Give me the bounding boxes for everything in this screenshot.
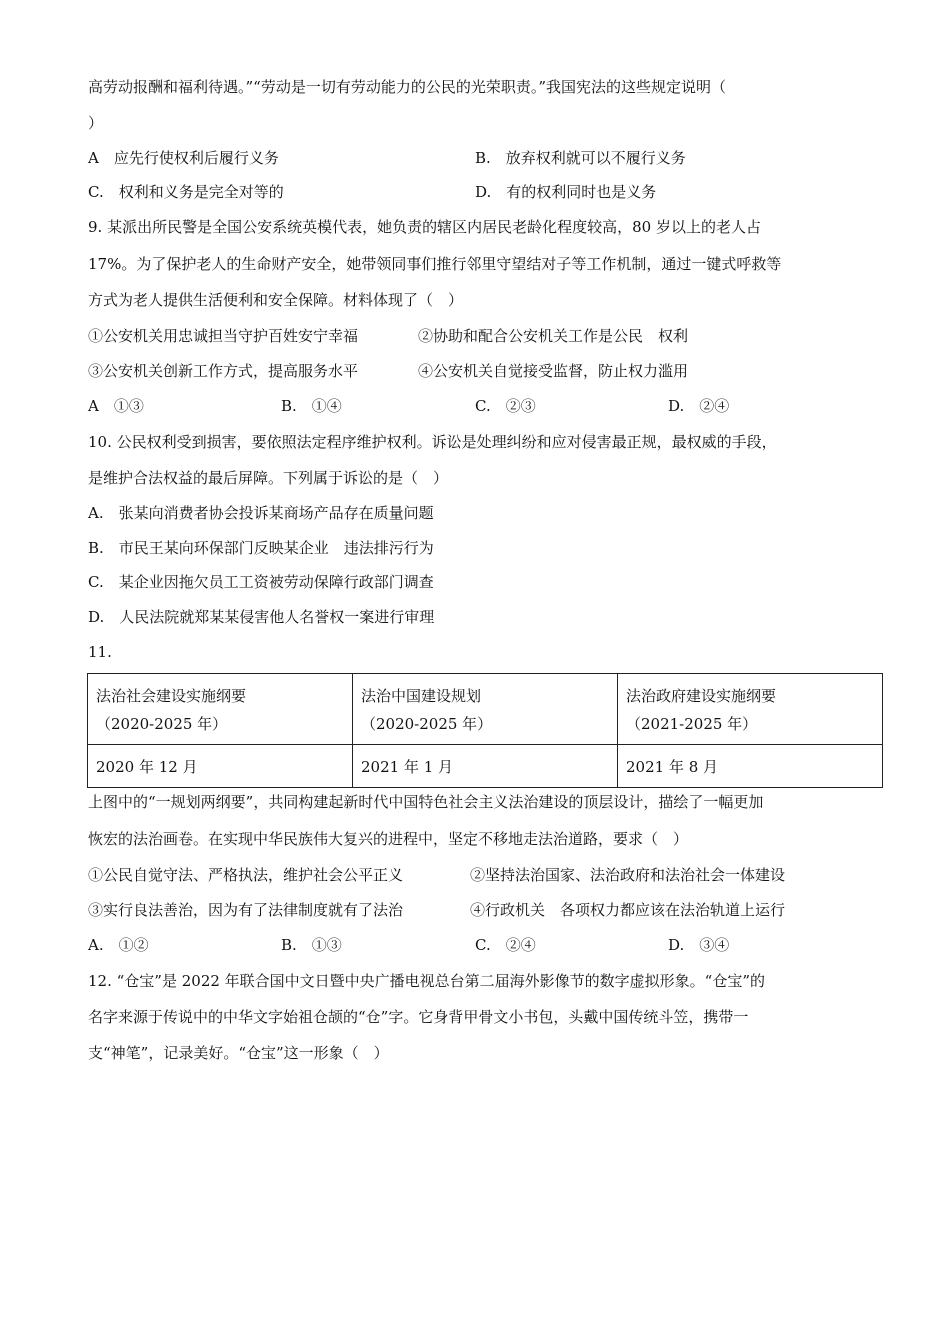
table-cell [618,674,883,745]
q9-option-a: A ①③ [88,397,144,415]
q11-option-d: D. ③④ [668,936,730,954]
q11-option-b: B. ①③ [281,936,342,954]
q11-statement-3: ③实行良法善治，因为有了法律制度就有了法治 [88,901,404,919]
q8-option-b: B. 放弃权利就可以不履行义务 [475,149,686,167]
plan-date: 2020 年 12 月 [88,745,353,788]
q11-statement-2: ②坚持法治国家、法治政府和法治社会一体建设 [470,866,786,884]
q9-option-b: B. ①④ [281,397,342,415]
q8-stem-line-2: ） [88,114,104,132]
q10-stem-line-2: 是维护合法权益的最后屏障。下列属于诉讼的是（ ） [88,469,449,487]
table-row [88,745,883,788]
q9-statement-3: ③公安机关创新工作方式，提高服务水平 [88,362,359,380]
plan-title: 法治政府建设实施纲要 [626,687,777,705]
q11-stem-line-2: 恢宏的法治画卷。在实现中华民族伟大复兴的进程中，坚定不移地走法治道路，要求（ ） [88,830,689,848]
q11-option-c: C. ②④ [475,936,536,954]
q10-option-d: D. 人民法院就郑某某侵害他人名誉权一案进行审理 [88,608,435,626]
q8-option-c: C. 权利和义务是完全对等的 [88,183,284,201]
table-row [88,674,883,745]
plan-range: （2021-2025 年） [626,715,758,733]
q11-statement-4: ④行政机关 各项权力都应该在法治轨道上运行 [470,901,786,919]
q9-option-c: C. ②③ [475,397,536,415]
plan-title: 法治中国建设规划 [361,687,482,705]
q12-stem-line-3: 支“神笔”，记录美好。“仓宝”这一形象（ ） [88,1044,389,1062]
table-cell [88,674,353,745]
plan-title: 法治社会建设实施纲要 [96,687,247,705]
plan-date: 2021 年 1 月 [353,745,618,788]
q9-statement-2: ②协助和配合公安机关工作是公民 权利 [418,327,689,345]
q9-statement-1: ①公安机关用忠诚担当守护百姓安宁幸福 [88,327,359,345]
q8-stem-line-1: 高劳动报酬和福利待遇。”“劳动是一切有劳动能力的公民的光荣职责。”我国宪法的这些规定说明（ [88,78,727,96]
q12-stem-line-2: 名字来源于传说中的中华文字始祖仓颉的“仓”字。它身背甲骨文小书包，头戴中国传统斗笠，携带一 [88,1008,749,1026]
q9-stem-line-3: 方式为老人提供生活便利和安全保障。材料体现了（ ） [88,291,464,309]
q11-option-a: A. ①② [88,936,149,954]
q9-option-d: D. ②④ [668,397,730,415]
q9-stem-line-1: 9. 某派出所民警是全国公安系统英模代表，她负责的辖区内居民老龄化程度较高，80 岁以上的老人占 [88,218,761,236]
q10-option-b: B. 市民王某向环保部门反映某企业 违法排污行为 [88,539,434,557]
plan-range: （2020-2025 年） [361,715,493,733]
plan-table [87,673,883,788]
q8-option-a: A 应先行使权利后履行义务 [88,149,279,167]
q8-option-d: D. 有的权利同时也是义务 [475,183,657,201]
q9-statement-4: ④公安机关自觉接受监督，防止权力滥用 [418,362,689,380]
q10-option-c: C. 某企业因拖欠员工工资被劳动保障行政部门调查 [88,573,434,591]
plan-range: （2020-2025 年） [96,715,228,733]
q10-stem-line-1: 10. 公民权利受到损害，要依照法定程序维护权利。诉讼是处理纠纷和应对侵害最正规，最权威的手段， [88,433,777,451]
q12-stem-line-1: 12. “仓宝”是 2022 年联合国中文日暨中央广播电视总台第二届海外影像节的数字虚拟形象。“仓宝”的 [88,972,766,990]
q10-option-a: A. 张某向消费者协会投诉某商场产品存在质量问题 [88,504,434,522]
q11-stem-line-1: 上图中的“一规划两纲要”，共同构建起新时代中国特色社会主义法治建设的顶层设计，描绘了一幅更加 [88,793,764,811]
q11-number: 11. [88,643,112,661]
q11-statement-1: ①公民自觉守法、严格执法，维护社会公平正义 [88,866,404,884]
plan-date: 2021 年 8 月 [618,745,883,788]
table-cell [353,674,618,745]
q9-stem-line-2: 17%。为了保护老人的生命财产安全，她带领同事们推行邻里守望结对子等工作机制，通过一键式呼救等 [88,255,782,273]
